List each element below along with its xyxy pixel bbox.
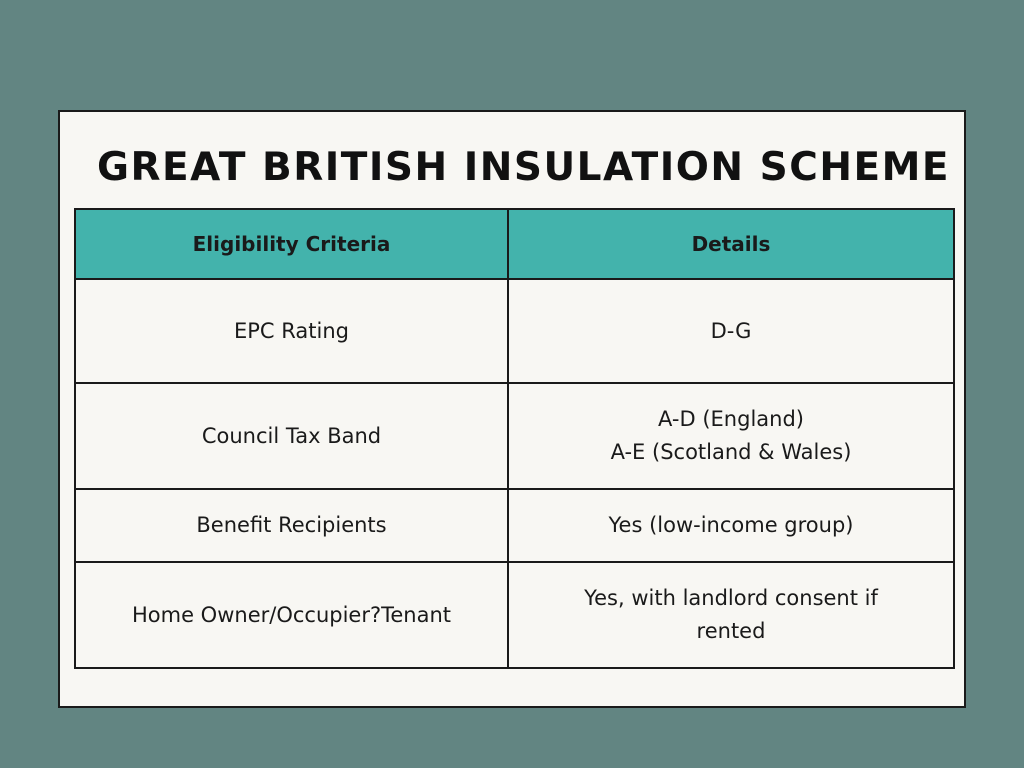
criteria-cell: Council Tax Band [75, 383, 508, 489]
eligibility-table [74, 208, 955, 669]
details-line: A-E (Scotland & Wales) [610, 440, 852, 464]
details-cell [508, 383, 954, 489]
details-line: rented [696, 619, 766, 643]
table-header-row [75, 209, 954, 279]
details-line: D-G [710, 318, 752, 343]
table-row [75, 489, 954, 562]
details-cell [508, 562, 954, 668]
details-line: A-D (England) [658, 407, 804, 431]
scheme-card [58, 110, 966, 708]
table-row [75, 279, 954, 383]
table-row [75, 383, 954, 489]
details-line: Yes (low-income group) [608, 513, 854, 537]
column-header-details: Details [508, 209, 954, 279]
criteria-cell: Benefit Recipients [75, 489, 508, 562]
details-cell [508, 279, 954, 383]
column-header-criteria: Eligibility Criteria [75, 209, 508, 279]
criteria-cell: Home Owner/Occupier?Tenant [75, 562, 508, 668]
criteria-cell: EPC Rating [75, 279, 508, 383]
details-cell [508, 489, 954, 562]
page-title: GREAT BRITISH INSULATION SCHEME [97, 145, 951, 190]
details-line: Yes, with landlord consent if [584, 586, 878, 610]
table-row [75, 562, 954, 668]
